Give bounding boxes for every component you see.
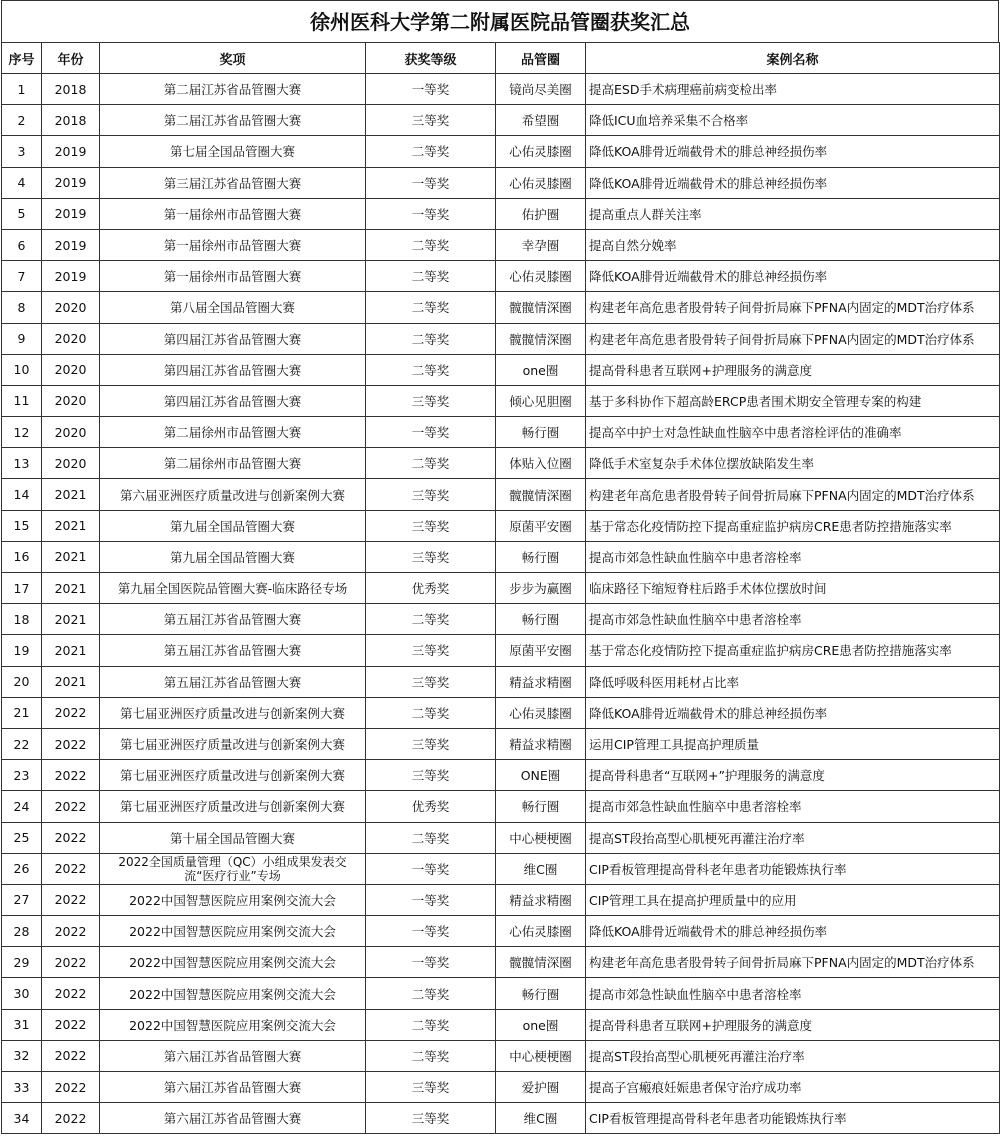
row-circle: 髋髋情深圈 [496,292,586,323]
row-award: 第五届江苏省品管圈大赛 [100,635,366,666]
row-circle: 畅行圈 [496,541,586,572]
row-year: 2022 [42,1009,100,1040]
row-level: 三等奖 [366,728,496,759]
row-circle: one圈 [496,354,586,385]
row-year: 2022 [42,1040,100,1071]
table-row [2,822,1000,853]
row-award: 第七届亚洲医疗质量改进与创新案例大赛 [100,760,366,791]
row-level: 二等奖 [366,261,496,292]
row-award: 第九届全国品管圈大赛 [100,541,366,572]
row-circle: 畅行圈 [496,417,586,448]
row-level: 三等奖 [366,541,496,572]
row-case-name: 提高ESD手术病理癌前病变检出率 [586,74,1000,105]
table-row [2,510,1000,541]
row-year: 2020 [42,354,100,385]
row-circle: 镜尚尽美圈 [496,74,586,105]
table-row [2,791,1000,822]
row-year: 2019 [42,261,100,292]
row-award: 第六届江苏省品管圈大赛 [100,1072,366,1103]
table-row [2,417,1000,448]
row-award: 第四届江苏省品管圈大赛 [100,354,366,385]
row-index: 13 [2,448,42,479]
row-case-name: 提高自然分娩率 [586,229,1000,260]
award-summary-sheet [1,0,999,1134]
row-case-name: 基于多科协作下超高龄ERCP患者围术期安全管理专案的构建 [586,385,1000,416]
row-level: 二等奖 [366,136,496,167]
row-index: 20 [2,666,42,697]
awards-table [1,42,1000,1134]
row-circle: 爱护圈 [496,1072,586,1103]
table-row [2,1009,1000,1040]
row-circle: 畅行圈 [496,604,586,635]
header-award: 奖项 [100,43,366,74]
row-index: 15 [2,510,42,541]
row-award: 第九届全国医院品管圈大赛-临床路径专场 [100,573,366,604]
row-index: 2 [2,105,42,136]
row-award: 2022中国智慧医院应用案例交流大会 [100,947,366,978]
row-index: 7 [2,261,42,292]
row-case-name: 提高市郊急性缺血性脑卒中患者溶栓率 [586,791,1000,822]
table-row [2,167,1000,198]
row-level: 二等奖 [366,292,496,323]
row-year: 2022 [42,884,100,915]
row-award: 第六届江苏省品管圈大赛 [100,1103,366,1134]
row-index: 27 [2,884,42,915]
row-case-name: 提高市郊急性缺血性脑卒中患者溶栓率 [586,604,1000,635]
row-index: 9 [2,323,42,354]
row-award: 第四届江苏省品管圈大赛 [100,385,366,416]
row-case-name: 提高ST段抬高型心肌梗死再灌注治疗率 [586,1040,1000,1071]
row-year: 2022 [42,728,100,759]
row-year: 2021 [42,573,100,604]
row-level: 一等奖 [366,884,496,915]
table-row [2,541,1000,572]
row-award: 第八届全国品管圈大赛 [100,292,366,323]
row-award: 第七届全国品管圈大赛 [100,136,366,167]
row-circle: 精益求精圈 [496,666,586,697]
row-index: 16 [2,541,42,572]
row-index: 31 [2,1009,42,1040]
row-year: 2021 [42,541,100,572]
row-index: 4 [2,167,42,198]
row-index: 30 [2,978,42,1009]
header-circle: 品管圈 [496,43,586,74]
row-year: 2019 [42,229,100,260]
row-case-name: 降低KOA腓骨近端截骨术的腓总神经损伤率 [586,261,1000,292]
row-circle: 体贴入位圈 [496,448,586,479]
row-circle: 髋髋情深圈 [496,947,586,978]
row-award: 第四届江苏省品管圈大赛 [100,323,366,354]
table-row [2,697,1000,728]
row-case-name: 构建老年高危患者股骨转子间骨折局麻下PFNA内固定的MDT治疗体系 [586,479,1000,510]
row-year: 2019 [42,136,100,167]
row-award: 第七届亚洲医疗质量改进与创新案例大赛 [100,697,366,728]
row-level: 一等奖 [366,198,496,229]
row-award: 第六届亚洲医疗质量改进与创新案例大赛 [100,479,366,510]
row-level: 二等奖 [366,229,496,260]
table-row [2,635,1000,666]
table-row [2,884,1000,915]
row-award: 第二届江苏省品管圈大赛 [100,74,366,105]
table-row [2,229,1000,260]
table-row [2,292,1000,323]
table-row [2,1040,1000,1071]
row-level: 二等奖 [366,1009,496,1040]
row-case-name: 降低KOA腓骨近端截骨术的腓总神经损伤率 [586,697,1000,728]
row-case-name: 降低手术室复杂手术体位摆放缺陷发生率 [586,448,1000,479]
row-case-name: CIP看板管理提高骨科老年患者功能锻炼执行率 [586,1103,1000,1134]
row-index: 28 [2,916,42,947]
row-circle: 心佑灵膝圈 [496,261,586,292]
row-award: 第一届徐州市品管圈大赛 [100,229,366,260]
row-award: 2022中国智慧医院应用案例交流大会 [100,1009,366,1040]
row-award: 第九届全国品管圈大赛 [100,510,366,541]
row-circle: 心佑灵膝圈 [496,697,586,728]
row-case-name: 构建老年高危患者股骨转子间骨折局麻下PFNA内固定的MDT治疗体系 [586,323,1000,354]
row-case-name: 提高卒中护士对急性缺血性脑卒中患者溶栓评估的准确率 [586,417,1000,448]
table-row [2,916,1000,947]
row-case-name: 构建老年高危患者股骨转子间骨折局麻下PFNA内固定的MDT治疗体系 [586,947,1000,978]
row-index: 25 [2,822,42,853]
row-circle: 畅行圈 [496,791,586,822]
row-circle: 步步为赢圈 [496,573,586,604]
row-index: 10 [2,354,42,385]
row-award: 第七届亚洲医疗质量改进与创新案例大赛 [100,791,366,822]
row-circle: 原菌平安圈 [496,635,586,666]
row-year: 2022 [42,697,100,728]
row-level: 一等奖 [366,417,496,448]
row-circle: 精益求精圈 [496,728,586,759]
row-award: 第十届全国品管圈大赛 [100,822,366,853]
row-level: 二等奖 [366,822,496,853]
row-year: 2020 [42,385,100,416]
row-index: 1 [2,74,42,105]
row-index: 11 [2,385,42,416]
row-index: 8 [2,292,42,323]
row-award: 第五届江苏省品管圈大赛 [100,666,366,697]
table-row [2,198,1000,229]
row-index: 18 [2,604,42,635]
row-level: 一等奖 [366,74,496,105]
row-case-name: 降低KOA腓骨近端截骨术的腓总神经损伤率 [586,167,1000,198]
row-index: 12 [2,417,42,448]
row-award: 2022中国智慧医院应用案例交流大会 [100,978,366,1009]
table-row [2,728,1000,759]
row-case-name: 提高市郊急性缺血性脑卒中患者溶栓率 [586,978,1000,1009]
row-award: 第七届亚洲医疗质量改进与创新案例大赛 [100,728,366,759]
row-level: 二等奖 [366,1040,496,1071]
row-year: 2022 [42,978,100,1009]
row-year: 2020 [42,448,100,479]
row-case-name: 构建老年高危患者股骨转子间骨折局麻下PFNA内固定的MDT治疗体系 [586,292,1000,323]
row-case-name: 临床路径下缩短脊柱后路手术体位摆放时间 [586,573,1000,604]
row-award: 第五届江苏省品管圈大赛 [100,604,366,635]
row-circle: 维C圈 [496,853,586,884]
row-circle: 心佑灵膝圈 [496,167,586,198]
row-circle: 维C圈 [496,1103,586,1134]
row-level: 三等奖 [366,510,496,541]
table-row [2,853,1000,884]
row-circle: 原菌平安圈 [496,510,586,541]
row-award: 2022中国智慧医院应用案例交流大会 [100,884,366,915]
row-year: 2022 [42,916,100,947]
row-index: 34 [2,1103,42,1134]
row-award: 第一届徐州市品管圈大赛 [100,198,366,229]
table-row [2,354,1000,385]
row-circle: 佑护圈 [496,198,586,229]
row-level: 三等奖 [366,385,496,416]
row-circle: 中心梗梗圈 [496,1040,586,1071]
page-title: 徐州医科大学第二附属医院品管圈获奖汇总 [1,0,999,42]
row-case-name: 提高市郊急性缺血性脑卒中患者溶栓率 [586,541,1000,572]
row-award: 第二届江苏省品管圈大赛 [100,105,366,136]
row-index: 24 [2,791,42,822]
row-circle: 倾心见胆圈 [496,385,586,416]
row-level: 二等奖 [366,978,496,1009]
row-award: 2022中国智慧医院应用案例交流大会 [100,916,366,947]
row-case-name: 提高重点人群关注率 [586,198,1000,229]
row-award: 第六届江苏省品管圈大赛 [100,1040,366,1071]
row-circle: 中心梗梗圈 [496,822,586,853]
row-level: 二等奖 [366,354,496,385]
table-row [2,74,1000,105]
row-year: 2022 [42,822,100,853]
row-case-name: 降低KOA腓骨近端截骨术的腓总神经损伤率 [586,916,1000,947]
row-case-name: 运用CIP管理工具提高护理质量 [586,728,1000,759]
row-case-name: 基于常态化疫情防控下提高重症监护病房CRE患者防控措施落实率 [586,510,1000,541]
row-award: 第二届徐州市品管圈大赛 [100,448,366,479]
row-case-name: CIP看板管理提高骨科老年患者功能锻炼执行率 [586,853,1000,884]
row-year: 2022 [42,760,100,791]
row-level: 二等奖 [366,604,496,635]
header-index: 序号 [2,43,42,74]
row-index: 22 [2,728,42,759]
row-index: 32 [2,1040,42,1071]
row-circle: 畅行圈 [496,978,586,1009]
row-level: 三等奖 [366,666,496,697]
row-circle: 髋髋情深圈 [496,479,586,510]
row-circle: ONE圈 [496,760,586,791]
row-year: 2022 [42,1072,100,1103]
row-level: 三等奖 [366,1072,496,1103]
table-row [2,105,1000,136]
table-row [2,573,1000,604]
row-year: 2018 [42,74,100,105]
row-case-name: 提高ST段抬高型心肌梗死再灌注治疗率 [586,822,1000,853]
row-year: 2022 [42,853,100,884]
row-circle: 心佑灵膝圈 [496,136,586,167]
row-index: 23 [2,760,42,791]
row-year: 2021 [42,635,100,666]
table-body [2,74,1000,1134]
row-case-name: 提高骨科患者互联网+护理服务的满意度 [586,354,1000,385]
row-level: 一等奖 [366,916,496,947]
row-level: 优秀奖 [366,573,496,604]
row-index: 5 [2,198,42,229]
row-case-name: 提高子宫瘢痕妊娠患者保守治疗成功率 [586,1072,1000,1103]
row-award: 第三届江苏省品管圈大赛 [100,167,366,198]
table-row [2,666,1000,697]
row-year: 2021 [42,479,100,510]
table-row [2,385,1000,416]
row-case-name: 降低呼吸科医用耗材占比率 [586,666,1000,697]
table-row [2,760,1000,791]
row-year: 2020 [42,292,100,323]
row-case-name: CIP管理工具在提高护理质量中的应用 [586,884,1000,915]
row-year: 2022 [42,791,100,822]
table-row [2,448,1000,479]
row-circle: 希望圈 [496,105,586,136]
row-year: 2021 [42,604,100,635]
row-year: 2022 [42,1103,100,1134]
row-level: 二等奖 [366,323,496,354]
table-row [2,1072,1000,1103]
row-index: 6 [2,229,42,260]
header-level: 获奖等级 [366,43,496,74]
row-award: 2022全国质量管理（QC）小组成果发表交流“医疗行业”专场 [100,853,366,884]
row-level: 二等奖 [366,448,496,479]
row-level: 三等奖 [366,760,496,791]
row-year: 2021 [42,510,100,541]
row-index: 26 [2,853,42,884]
row-case-name: 降低KOA腓骨近端截骨术的腓总神经损伤率 [586,136,1000,167]
table-row [2,479,1000,510]
row-level: 优秀奖 [366,791,496,822]
table-row [2,1103,1000,1134]
header-year: 年份 [42,43,100,74]
row-year: 2019 [42,198,100,229]
row-circle: 髋髋情深圈 [496,323,586,354]
row-award: 第一届徐州市品管圈大赛 [100,261,366,292]
row-index: 19 [2,635,42,666]
row-year: 2020 [42,323,100,354]
row-circle: 精益求精圈 [496,884,586,915]
table-row [2,604,1000,635]
row-case-name: 基于常态化疫情防控下提高重症监护病房CRE患者防控措施落实率 [586,635,1000,666]
row-year: 2018 [42,105,100,136]
row-level: 一等奖 [366,947,496,978]
row-level: 三等奖 [366,635,496,666]
row-year: 2019 [42,167,100,198]
header-case-name: 案例名称 [586,43,1000,74]
row-year: 2021 [42,666,100,697]
row-case-name: 提高骨科患者互联网+护理服务的满意度 [586,1009,1000,1040]
table-row [2,261,1000,292]
row-level: 三等奖 [366,105,496,136]
row-level: 三等奖 [366,1103,496,1134]
row-case-name: 提高骨科患者“互联网+”护理服务的满意度 [586,760,1000,791]
row-year: 2020 [42,417,100,448]
row-circle: 幸孕圈 [496,229,586,260]
row-circle: one圈 [496,1009,586,1040]
row-index: 21 [2,697,42,728]
row-index: 14 [2,479,42,510]
table-row [2,978,1000,1009]
row-level: 一等奖 [366,167,496,198]
row-level: 二等奖 [366,697,496,728]
row-index: 3 [2,136,42,167]
row-award: 第二届徐州市品管圈大赛 [100,417,366,448]
row-case-name: 降低ICU血培养采集不合格率 [586,105,1000,136]
table-header-row [2,43,1000,74]
row-level: 三等奖 [366,479,496,510]
row-index: 29 [2,947,42,978]
table-row [2,947,1000,978]
row-circle: 心佑灵膝圈 [496,916,586,947]
row-level: 一等奖 [366,853,496,884]
table-row [2,136,1000,167]
table-row [2,323,1000,354]
row-year: 2022 [42,947,100,978]
row-index: 33 [2,1072,42,1103]
row-index: 17 [2,573,42,604]
